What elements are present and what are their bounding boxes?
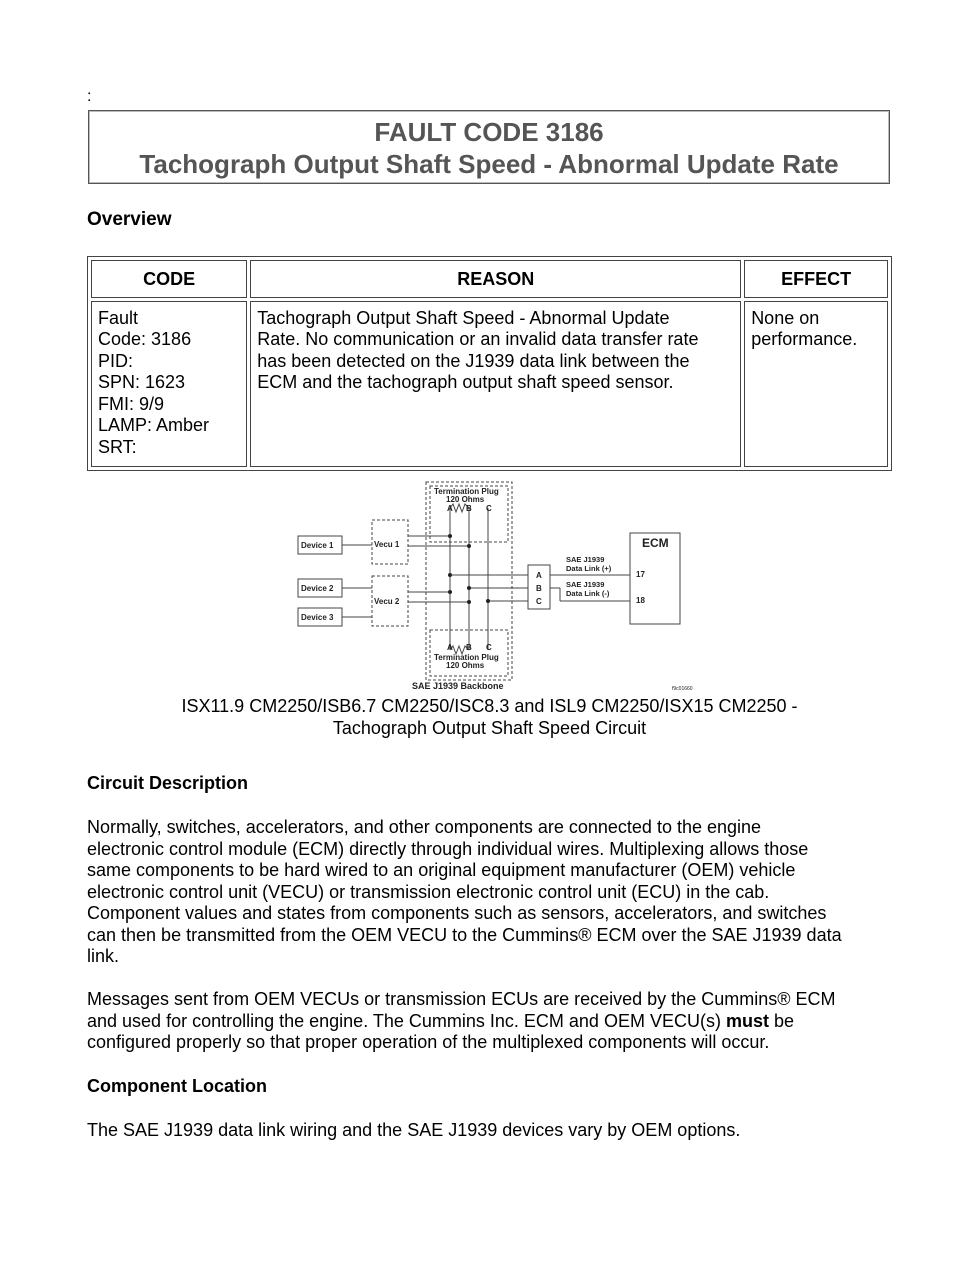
connector-pin-c: C [536,597,542,606]
paragraph-line: The SAE J1939 data link wiring and the SAE J1939 devices vary by OEM options. [87,1120,741,1140]
vecu-1-label: Vecu 1 [374,540,400,549]
paragraph-line: electronic control module (ECM) directly through individual wires. Multiplexing allows those [87,838,809,859]
paragraph-line: Normally, switches, accelerators, and other components are connected to the engine [87,817,762,837]
table-header-row [91,260,888,298]
text-run: be [768,1010,794,1031]
term-plug-bottom-label: Termination Plug [434,653,499,662]
pin-b-top: B [466,504,472,513]
code-line: FMI: 9/9 [98,393,165,414]
fault-code-title: FAULT CODE 3186 [374,117,604,147]
component-location-heading: Component Location [87,1076,267,1096]
connector-pin-a: A [536,571,542,580]
pin-c-bottom: C [486,643,492,652]
fault-description-title: Tachograph Output Shaft Speed - Abnormal Update Rate [139,149,839,179]
code-line: SRT: [98,436,137,457]
column-header-effect: EFFECT [744,260,888,298]
paragraph-line: Messages sent from OEM VECUs or transmission ECUs are received by the Cummins® ECM [87,989,836,1009]
pin-18-label: 18 [636,596,645,605]
effect-line: performance. [751,329,858,349]
column-header-code: CODE [91,260,247,298]
link-minus-sub: Data Link (-) [566,589,610,598]
code-line: Fault [98,307,139,328]
reason-line: Tachograph Output Shaft Speed - Abnormal Update [257,307,670,328]
overview-heading: Overview [87,209,172,230]
caption-line: Tachograph Output Shaft Speed Circuit [332,717,647,738]
link-minus-label: SAE J1939 [566,580,605,589]
reason-cell [250,301,741,467]
reason-line: ECM and the tachograph output shaft speed sensor. [257,372,674,392]
term-plug-top-ohms: 120 Ohms [446,495,485,504]
code-line: Code: 3186 [98,329,192,349]
paragraph-line: Component values and states from components such as sensors, accelerators, and switches [87,903,827,923]
link-plus-sub: Data Link (+) [566,564,612,573]
caption-line: ISX11.9 CM2250/ISB6.7 CM2250/ISC8.3 and ISL9 CM2250/ISX15 CM2250 - [181,696,798,716]
term-plug-top-label: Termination Plug [434,487,499,496]
emphasis-must: must [725,1010,769,1031]
fault-title-box [88,110,890,184]
connector-pin-b: B [536,584,542,593]
device-1-label: Device 1 [301,541,334,550]
paragraph-line: link. [87,946,120,966]
pin-17-label: 17 [636,570,645,579]
term-plug-bottom-ohms: 120 Ohms [446,661,485,670]
reason-line: Rate. No communication or an invalid data transfer rate [257,329,699,349]
device-2-label: Device 2 [301,584,334,593]
effect-line: None on [751,307,820,328]
fault-table [87,256,892,471]
device-3-label: Device 3 [301,613,334,622]
circuit-diagram [290,478,693,694]
component-location-paragraph [87,1120,897,1142]
code-cell [91,301,247,467]
code-line: LAMP: Amber [98,415,210,435]
circuit-diagram-svg [290,478,693,694]
column-header-reason: REASON [250,260,741,298]
ecm-label: ECM [642,536,669,550]
paragraph-line: configured properly so that proper operation of the multiplexed components will occur. [87,1032,770,1052]
pin-b-bottom: B [466,643,472,652]
circuit-description-paragraph [87,817,897,968]
code-line: PID: [98,350,134,371]
paragraph-line: same components to be hard wired to an original equipment manufacturer (OEM) vehicle [87,860,796,880]
vecu-2-label: Vecu 2 [374,597,400,606]
paragraph-line [87,1011,897,1033]
backbone-label: SAE J1939 Backbone [412,681,504,691]
link-plus-label: SAE J1939 [566,555,605,564]
table-row [91,301,888,467]
code-line: SPN: 1623 [98,372,186,392]
figure-id: f9c01660 [672,686,693,692]
figure-caption [87,696,892,739]
effect-cell [744,301,888,467]
reason-line: has been detected on the J1939 data link between the [257,350,690,371]
text-run: and used for controlling the engine. The Cummins Inc. ECM and OEM VECU(s) [87,1010,726,1031]
messages-paragraph [87,989,897,1054]
page-marker: : [87,88,92,105]
pin-a-bottom: A [447,643,453,652]
pin-c-top: C [486,504,492,513]
paragraph-line: electronic control unit (VECU) or transmission electronic control unit (ECU) in the cab. [87,881,770,902]
paragraph-line: can then be transmitted from the OEM VECU to the Cummins® ECM over the SAE J1939 data [87,924,842,945]
pin-a-top: A [447,504,453,513]
circuit-description-heading: Circuit Description [87,773,249,793]
